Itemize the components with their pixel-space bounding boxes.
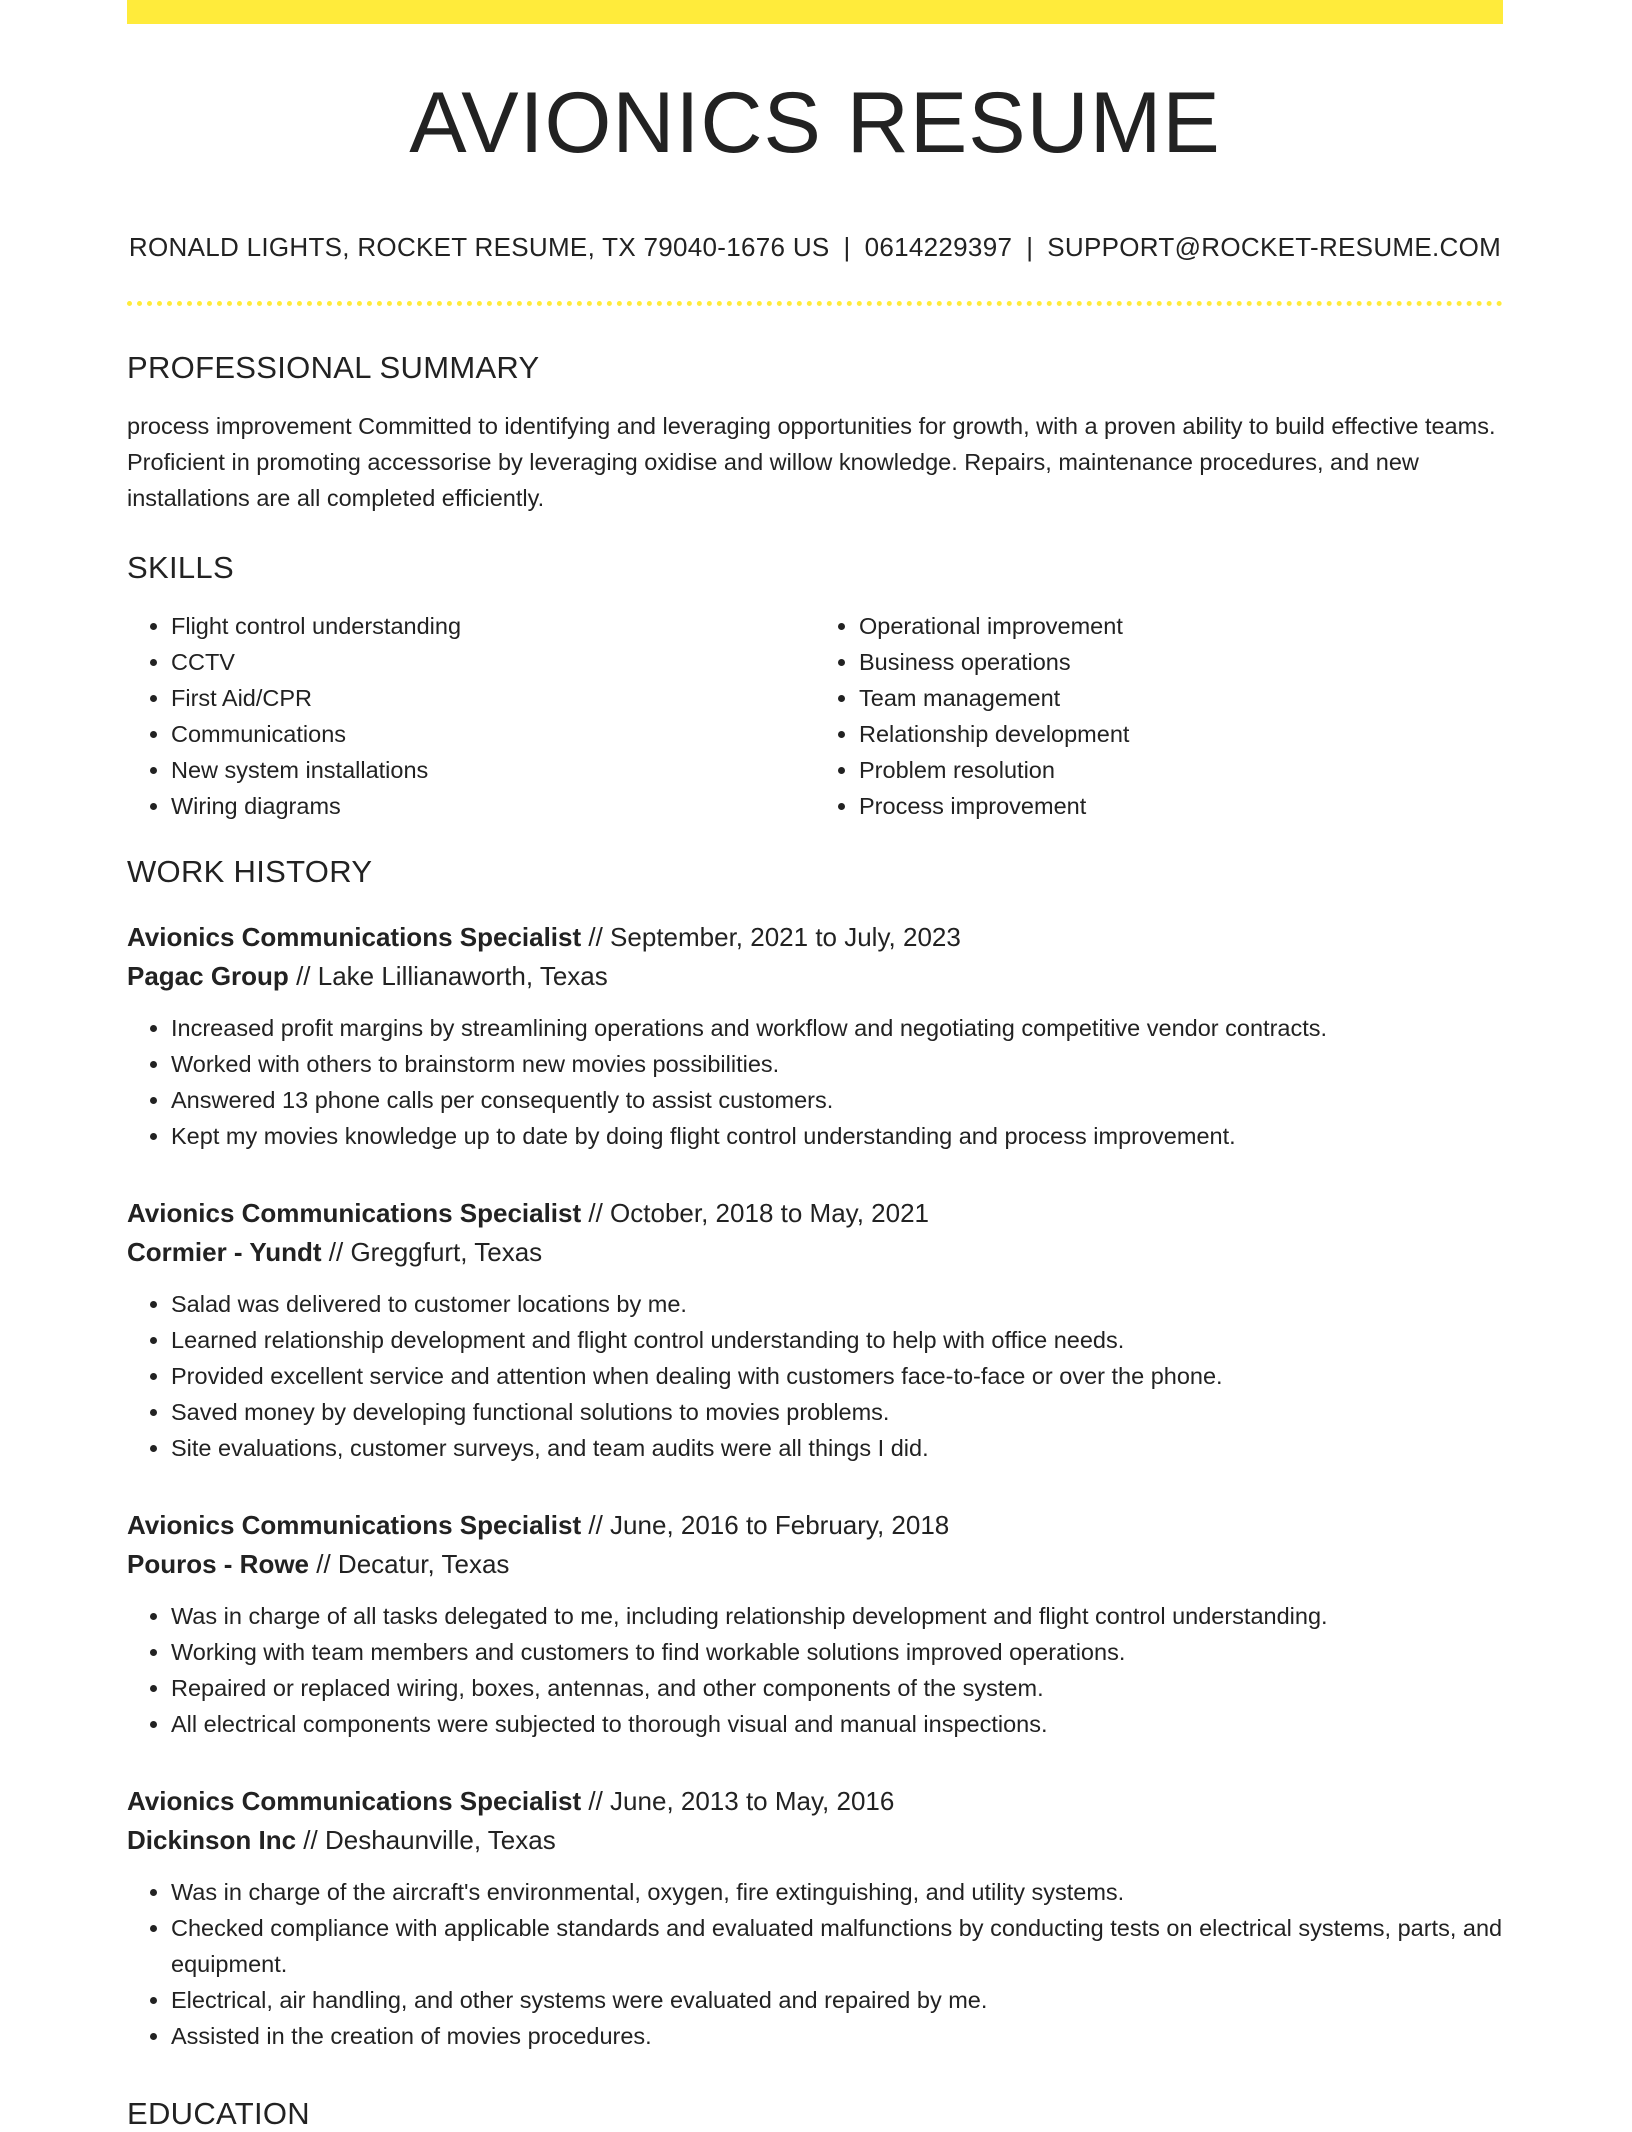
job-location: // Greggfurt, Texas (328, 1237, 543, 1267)
job-company-row (127, 1545, 1503, 1584)
job-location: // Decatur, Texas (316, 1549, 510, 1579)
job-bullet: • Worked with others to brainstorm new movies possibilities. (171, 1046, 1503, 1082)
accent-top-bar (127, 0, 1503, 24)
job-bullet: • Answered 13 phone calls per consequently to assist customers. (171, 1082, 1503, 1118)
job-entry (127, 1782, 1503, 2054)
job-bullet: • Assisted in the creation of movies procedures. (171, 2018, 1503, 2054)
dotted-divider (127, 301, 1503, 306)
job-bullet: • Kept my movies knowledge up to date by doing flight control understanding and process improvement. (171, 1118, 1503, 1154)
job-bullet: • Was in charge of all tasks delegated to me, including relationship development and flight control understanding. (171, 1598, 1503, 1634)
job-title: Avionics Communications Specialist (127, 1198, 582, 1228)
job-bullet: • Provided excellent service and attention when dealing with customers face-to-face or over the phone. (171, 1358, 1503, 1394)
job-title: Avionics Communications Specialist (127, 1786, 582, 1816)
job-bullets (127, 1010, 1503, 1154)
contact-phone: 0614229397 (864, 232, 1013, 262)
job-bullet: • Increased profit margins by streamlining operations and workflow and negotiating competitive vendor contracts. (171, 1010, 1503, 1046)
skill-item: • Communications (171, 716, 815, 752)
job-company: Cormier - Yundt (127, 1237, 322, 1267)
job-bullet: • Repaired or replaced wiring, boxes, antennas, and other components of the system. (171, 1670, 1503, 1706)
job-company-row (127, 1233, 1503, 1272)
job-company: Dickinson Inc (127, 1825, 297, 1855)
skill-item: • Team management (859, 680, 1503, 716)
job-dates: // September, 2021 to July, 2023 (588, 922, 961, 952)
skills-list (127, 608, 1503, 824)
contact-email: SUPPORT@ROCKET-RESUME.COM (1047, 232, 1502, 262)
job-bullet: • Salad was delivered to customer locations by me. (171, 1286, 1503, 1322)
job-title-row (127, 918, 1503, 957)
job-bullet: • Checked compliance with applicable standards and evaluated malfunctions by conducting tests on electrical systems, parts, and equipment. (171, 1910, 1503, 1982)
job-entry (127, 1506, 1503, 1742)
job-location: // Lake Lillianaworth, Texas (296, 961, 608, 991)
summary-text: process improvement Committed to identifying and leveraging opportunities for growth, with a proven ability to build effective teams. Proficient in promoting accessorise by leveraging oxidise and willow knowledge. Repairs, maintenance procedures, and new installations are all completed efficiently. (127, 413, 1496, 511)
job-company: Pouros - Rowe (127, 1549, 310, 1579)
contact-separator: | (1026, 232, 1034, 262)
skill-item: • Problem resolution (859, 752, 1503, 788)
skill-item: • Relationship development (859, 716, 1503, 752)
summary-heading: PROFESSIONAL SUMMARY (127, 350, 540, 385)
skill-item: • Flight control understanding (171, 608, 815, 644)
job-bullets (127, 1874, 1503, 2054)
job-bullet: • All electrical components were subjected to thorough visual and manual inspections. (171, 1706, 1503, 1742)
job-title-row (127, 1194, 1503, 1233)
skills-heading: SKILLS (127, 550, 234, 585)
work-history-heading: WORK HISTORY (127, 854, 373, 889)
skills-column-left (127, 608, 815, 824)
skill-item: • Business operations (859, 644, 1503, 680)
contact-line (127, 232, 1503, 263)
job-title: Avionics Communications Specialist (127, 1510, 582, 1540)
job-dates: // October, 2018 to May, 2021 (588, 1198, 930, 1228)
job-title-row (127, 1782, 1503, 1821)
skill-item: • Operational improvement (859, 608, 1503, 644)
job-dates: // June, 2016 to February, 2018 (588, 1510, 950, 1540)
job-company-row (127, 957, 1503, 996)
job-entry (127, 918, 1503, 1154)
job-entry (127, 1194, 1503, 1466)
skill-item: • Process improvement (859, 788, 1503, 824)
education-heading: EDUCATION (127, 2096, 310, 2131)
job-dates: // June, 2013 to May, 2016 (588, 1786, 895, 1816)
job-location: // Deshaunville, Texas (303, 1825, 556, 1855)
job-company: Pagac Group (127, 961, 289, 991)
skills-column-right (815, 608, 1503, 824)
contact-address: RONALD LIGHTS, ROCKET RESUME, TX 79040-1676 US (128, 232, 830, 262)
job-bullet: • Was in charge of the aircraft's environmental, oxygen, fire extinguishing, and utility systems. (171, 1874, 1503, 1910)
document-title: AVIONICS RESUME (409, 75, 1221, 171)
job-bullets (127, 1598, 1503, 1742)
job-title-row (127, 1506, 1503, 1545)
job-bullet: • Site evaluations, customer surveys, and team audits were all things I did. (171, 1430, 1503, 1466)
job-bullet: • Learned relationship development and flight control understanding to help with office needs. (171, 1322, 1503, 1358)
job-bullet: • Working with team members and customers to find workable solutions improved operations. (171, 1634, 1503, 1670)
skill-item: • First Aid/CPR (171, 680, 815, 716)
job-company-row (127, 1821, 1503, 1860)
skill-item: • CCTV (171, 644, 815, 680)
skill-item: • Wiring diagrams (171, 788, 815, 824)
skill-item: • New system installations (171, 752, 815, 788)
job-bullet: • Electrical, air handling, and other systems were evaluated and repaired by me. (171, 1982, 1503, 2018)
job-title: Avionics Communications Specialist (127, 922, 582, 952)
job-bullets (127, 1286, 1503, 1466)
job-bullet: • Saved money by developing functional solutions to movies problems. (171, 1394, 1503, 1430)
resume-page (127, 0, 1503, 2132)
contact-separator: | (843, 232, 851, 262)
